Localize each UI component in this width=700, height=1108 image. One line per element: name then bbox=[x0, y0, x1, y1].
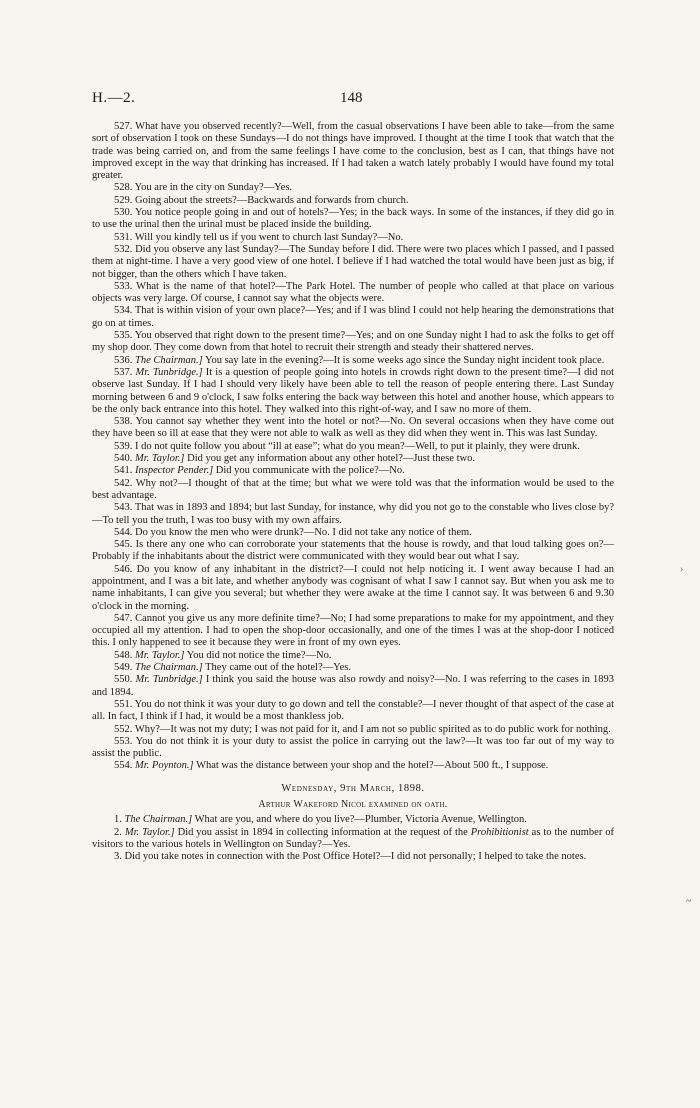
question-number: 545. bbox=[114, 539, 133, 551]
question-paragraph bbox=[92, 355, 614, 367]
question-number: 541. bbox=[114, 465, 133, 477]
question-text: You did not notice the time?—No. bbox=[186, 649, 332, 661]
question-paragraph bbox=[92, 814, 614, 826]
question-number: 552. bbox=[114, 723, 133, 735]
speaker-label: Mr. Tunbridge.] bbox=[135, 366, 203, 378]
question-paragraph bbox=[92, 650, 614, 662]
page-header bbox=[92, 90, 622, 110]
margin-mark-dash: ~ bbox=[686, 896, 692, 907]
speaker-label: Mr. Taylor.] bbox=[135, 453, 185, 465]
speaker-label: Mr. Taylor.] bbox=[124, 826, 175, 838]
question-text: I do not quite follow you about “ill at ease”; what do you mean?—Well, to put it plainly, they were drunk. bbox=[135, 440, 580, 452]
question-text: I think you said the house was also rowdy and noisy?—No. I was referring to the cases in 1893 and 1894. bbox=[92, 674, 615, 698]
question-number: 535. bbox=[114, 330, 133, 342]
document-body bbox=[92, 121, 614, 864]
question-number: 531. bbox=[114, 231, 133, 243]
question-number: 527. bbox=[114, 121, 133, 132]
question-paragraph bbox=[92, 416, 614, 441]
question-paragraph bbox=[92, 330, 614, 355]
question-text: What was the distance between your shop and the hotel?—About 500 ft., I suppose. bbox=[196, 760, 549, 772]
speaker-label: Inspector Pender.] bbox=[135, 465, 214, 477]
question-number: 539. bbox=[114, 440, 133, 452]
document-reference: H.—2. bbox=[92, 90, 136, 106]
question-paragraph bbox=[92, 613, 614, 650]
question-text: You say late in the evening?—It is some weeks ago since the Sunday night incident took place. bbox=[204, 354, 605, 366]
question-number: 554. bbox=[114, 760, 133, 772]
question-number: 533. bbox=[114, 280, 133, 292]
question-text: You notice people going in and out of hotels?—Yes; in the back ways. In some of the instances, if they did go in to use the urinal then the urinal must be placed inside the building. bbox=[92, 207, 614, 231]
speaker-label: The Chairman.] bbox=[124, 814, 193, 826]
question-text: You do not think it is your duty to assist the police in carrying out the law?—It was too far out of my way to assist the public. bbox=[92, 735, 614, 760]
question-text: What are you, and where do you live?—Plumber, Victoria Avenue, Wellington. bbox=[194, 814, 527, 826]
question-paragraph bbox=[92, 502, 614, 527]
question-number: 549. bbox=[114, 662, 133, 674]
question-number: 550. bbox=[114, 674, 133, 686]
question-paragraph bbox=[92, 827, 614, 852]
question-paragraph bbox=[92, 478, 614, 503]
question-paragraph bbox=[92, 539, 614, 564]
question-text: You are in the city on Sunday?—Yes. bbox=[134, 182, 293, 194]
question-text: Did you get any information about any other hotel?—Just these two. bbox=[187, 453, 475, 465]
question-number: 2. bbox=[114, 826, 122, 838]
question-text: That is within vision of your own place?—Yes; and if I was blind I could not help hearing the demonstrations that go on at times. bbox=[92, 305, 614, 329]
question-paragraph bbox=[92, 465, 614, 477]
question-paragraph bbox=[92, 281, 614, 306]
question-paragraph bbox=[92, 736, 614, 761]
question-text: Did you assist in 1894 in collecting information at the request of the Prohibitionist as to the number of visitors to the various hotels in Wellington on Sunday?—Yes. bbox=[92, 826, 615, 850]
question-text: Will you kindly tell us if you went to church last Sunday?—No. bbox=[134, 231, 404, 243]
question-text: Do you know the men who were drunk?—No. I did not take any notice of them. bbox=[135, 526, 472, 538]
question-text: They came out of the hotel?—Yes. bbox=[205, 662, 352, 674]
question-number: 537. bbox=[114, 366, 133, 378]
question-text: Why not?—I thought of that at the time; but what we were told was that the information would be used to the best advantage. bbox=[92, 477, 615, 501]
question-text: Did you communicate with the police?—No. bbox=[215, 465, 405, 477]
question-paragraph bbox=[92, 121, 614, 182]
question-number: 540. bbox=[114, 453, 133, 465]
question-paragraph bbox=[92, 699, 614, 724]
speaker-label: Mr. Poynton.] bbox=[135, 760, 194, 772]
speaker-label: The Chairman.] bbox=[135, 354, 203, 366]
witness-heading: Arthur Wakeford Nicol examined on oath. bbox=[258, 799, 448, 811]
question-paragraph bbox=[92, 662, 614, 674]
question-paragraph bbox=[92, 305, 614, 330]
testimony-section-2 bbox=[92, 814, 614, 863]
question-number: 547. bbox=[114, 612, 133, 624]
question-text: You do not think it was your duty to go down and tell the constable?—I never thought of that aspect of the case at all. In fact, I think if I had, it would be a most thankless job. bbox=[92, 698, 614, 723]
question-number: 1. bbox=[114, 814, 122, 826]
question-text: You observed that right down to the present time?—Yes; and on one Sunday night I had to ask the folks to get off my shop door. They come down from that hotel to recruit their strength and steady their shattered nerves. bbox=[92, 330, 614, 354]
question-number: 543. bbox=[114, 502, 133, 514]
question-text: Did you observe any last Sunday?—The Sunday before I did. There were two places which I passed, and I passed them at night-time. I have a very good view of one hotel. I believe if I had watched the total would have been just as big, if not bigger, than the others which I have taken. bbox=[92, 243, 615, 280]
speaker-label: Mr. Taylor.] bbox=[135, 649, 185, 661]
question-text: Is there any one who can corroborate your statements that the house is rowdy, and that loud talking goes on?—Probably if the inhabitants about the district were communicated with they would bear out what I say. bbox=[92, 539, 614, 563]
question-text: What have you observed recently?—Well, from the casual observations I have been able to take—from the same sort of observation I took on these Sundays—I do not things have improved. I thought at the time I took that watch that the trade was being carried on, and from the same feelings I have come to the conclusion, best as I can, that things have not improved except in the way that drinking has increased. If I had taken a watch lately probably I would have found my total greater. bbox=[92, 121, 615, 182]
question-paragraph bbox=[92, 232, 614, 244]
question-number: 3. bbox=[114, 851, 122, 863]
question-paragraph bbox=[92, 182, 614, 194]
testimony-section-1 bbox=[92, 121, 614, 773]
italic-term: Prohibitionist bbox=[470, 826, 529, 838]
question-number: 542. bbox=[114, 477, 133, 489]
question-text: Why?—It was not my duty; I was not paid for it, and I am not so public spirited as to do public work for nothing. bbox=[134, 723, 611, 735]
margin-mark: › bbox=[680, 564, 684, 575]
question-text: Did you take notes in connection with the Post Office Hotel?—I did not personally; I helped to take the notes. bbox=[124, 851, 587, 863]
question-text: Cannot you give us any more definite time?—No; I had some preparations to make for my appointment, and they occupied all my attention. I had to open the shop-door occasionally, and one of the times I was at the shop-door I noticed this. I only happened to see it because they were in front of my own eyes. bbox=[92, 612, 614, 649]
page-number: 148 bbox=[340, 90, 363, 106]
question-number: 551. bbox=[114, 698, 133, 710]
question-number: 548. bbox=[114, 649, 133, 661]
question-number: 553. bbox=[114, 735, 133, 747]
question-paragraph bbox=[92, 564, 614, 613]
question-text: Going about the streets?—Backwards and forwards from church. bbox=[135, 194, 409, 206]
question-paragraph bbox=[92, 367, 614, 416]
question-number: 528. bbox=[114, 182, 133, 194]
question-paragraph bbox=[92, 207, 614, 232]
question-paragraph bbox=[92, 441, 614, 453]
question-number: 546. bbox=[114, 563, 133, 575]
question-number: 532. bbox=[114, 243, 133, 255]
question-paragraph bbox=[92, 453, 614, 465]
question-number: 529. bbox=[114, 194, 133, 206]
question-paragraph bbox=[92, 527, 614, 539]
speaker-label: Mr. Tunbridge.] bbox=[135, 674, 203, 686]
question-number: 538. bbox=[114, 416, 133, 428]
speaker-label: The Chairman.] bbox=[135, 662, 203, 674]
question-number: 544. bbox=[114, 526, 133, 538]
question-text: You cannot say whether they went into the hotel or not?—No. On several occasions when they have come out they have been so ill at ease that they were not able to walk as well as they did when they went in. This was last Sunday. bbox=[92, 416, 614, 440]
question-paragraph bbox=[92, 724, 614, 736]
question-number: 534. bbox=[114, 305, 133, 317]
question-text: It is a question of people going into hotels in crowds right down to the present time?—I did not observe last Sunday. If I had I should very likely have been able to tell the reason of people entering there. Last Sunday morning between 6 and 9 o'clock, I saw folks entering the back way between this hotel and another house, which appears to be the only back entrance into this hotel. They walked into this right-of-way, and I saw no more of them. bbox=[92, 366, 615, 415]
question-paragraph bbox=[92, 851, 614, 863]
question-paragraph bbox=[92, 760, 614, 772]
question-paragraph bbox=[92, 674, 614, 699]
question-paragraph bbox=[92, 195, 614, 207]
question-number: 530. bbox=[114, 207, 133, 219]
question-number: 536. bbox=[114, 354, 133, 366]
question-text: Do you know of any inhabitant in the district?—I could not help noticing it. I went away because I had an appointment, and I was a bit late, and whether anybody was cognisant of what I saw I cannot say. But when you ask me to name inhabitants, I can give you several; but whether they were awake at the time I cannot say. It was between 6 and 9.30 o'clock in the morning. bbox=[92, 563, 614, 612]
question-text: That was in 1893 and 1894; but last Sunday, for instance, why did you not go to the constable who lives close by?—To tell you the truth, I was too busy with my own affairs. bbox=[92, 502, 615, 526]
date-heading: Wednesday, 9th March, 1898. bbox=[281, 782, 425, 794]
question-paragraph bbox=[92, 244, 614, 281]
question-text: What is the name of that hotel?—The Park Hotel. The number of people who called at that place on various objects was very large. Of course, I cannot say what the objects were. bbox=[92, 280, 614, 305]
